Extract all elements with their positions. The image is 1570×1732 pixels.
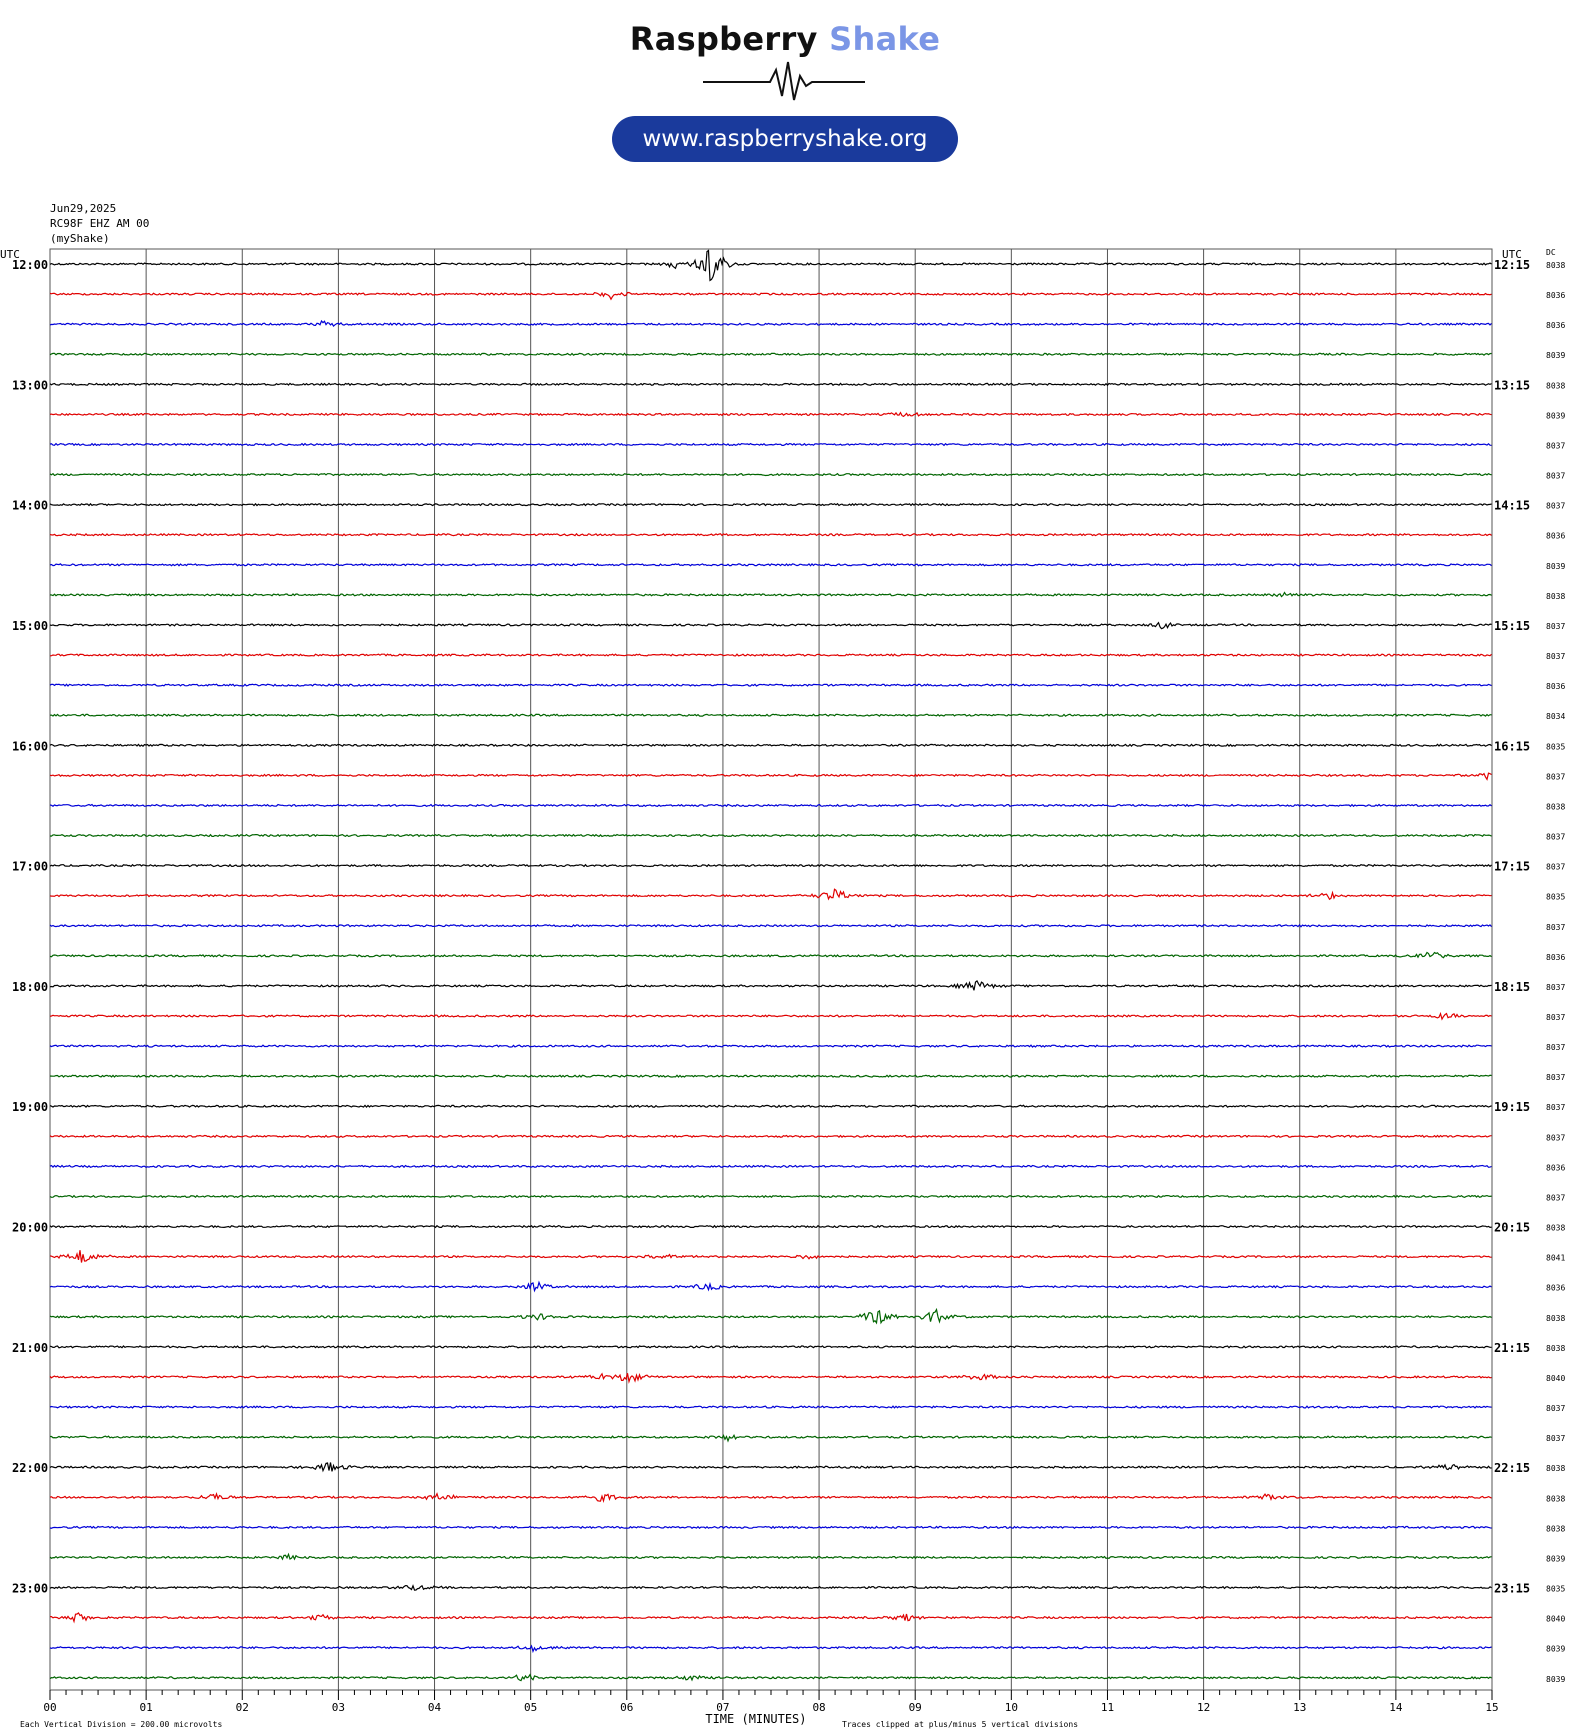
seismogram-trace (50, 925, 1492, 927)
x-tick-label: 11 (1100, 1701, 1115, 1714)
header-date: Jun29,2025 (50, 202, 117, 215)
seismogram-trace (50, 504, 1492, 506)
seismogram-trace (50, 744, 1492, 746)
x-axis-title: TIME (MINUTES) (705, 1712, 807, 1726)
x-tick-label: 00 (43, 1701, 57, 1714)
x-tick-label: 13 (1293, 1701, 1307, 1714)
seismogram-trace (50, 1310, 1492, 1323)
seismogram-trace (50, 1373, 1492, 1381)
dc-offset-label: 8037 (1546, 1103, 1566, 1113)
seismogram-trace (50, 1105, 1492, 1107)
dc-offset-label: 8037 (1546, 922, 1566, 932)
dc-offset-label: 8037 (1546, 441, 1566, 451)
dc-offset-label: 8037 (1546, 652, 1566, 662)
seismogram-trace (50, 1045, 1492, 1047)
seismogram-trace (50, 1075, 1492, 1077)
right-hour-label: 15:15 (1494, 618, 1531, 633)
seismogram-trace (50, 321, 1492, 326)
seismogram-trace (50, 1346, 1492, 1348)
dc-offset-label: 8036 (1546, 321, 1566, 331)
seismogram-trace (50, 1527, 1492, 1529)
dc-offset-label: 8035 (1546, 892, 1566, 902)
left-hour-label: 15:00 (12, 618, 49, 633)
dc-offset-label: 8037 (1546, 1434, 1566, 1444)
seismogram-trace (50, 1226, 1492, 1228)
x-tick-label: 14 (1389, 1701, 1403, 1714)
seismogram-trace (50, 684, 1492, 686)
seismogram-trace (50, 835, 1492, 837)
seismogram-trace (50, 773, 1492, 779)
seismogram-trace (50, 1250, 1492, 1262)
dc-offset-label: 8035 (1546, 742, 1566, 752)
seismogram-trace (50, 953, 1492, 958)
seismogram-trace (50, 1463, 1492, 1472)
seismogram-trace (50, 474, 1492, 476)
seismogram-trace (50, 889, 1492, 899)
seismogram-trace (50, 413, 1492, 417)
dc-offset-label: 8034 (1546, 712, 1566, 722)
x-tick-label: 05 (524, 1701, 538, 1714)
left-hour-label: 19:00 (12, 1100, 49, 1115)
dc-offset-label: 8038 (1546, 1494, 1566, 1504)
seismogram-trace (50, 623, 1492, 629)
left-hour-label: 17:00 (12, 859, 49, 874)
seismogram-trace (50, 1166, 1492, 1168)
left-hour-label: 13:00 (12, 378, 49, 393)
left-hour-label: 16:00 (12, 739, 49, 754)
header-station: RC98F EHZ AM 00 (50, 217, 150, 230)
seismogram-trace (50, 1135, 1492, 1137)
right-hour-label: 21:15 (1494, 1340, 1531, 1355)
footer-clip-note: Traces clipped at plus/minus 5 vertical divisions (842, 1720, 1079, 1729)
dc-offset-label: 8038 (1546, 1464, 1566, 1474)
dc-offset-label: 8036 (1546, 952, 1566, 962)
dc-offset-label: 8037 (1546, 982, 1566, 992)
dc-offset-label: 8037 (1546, 772, 1566, 782)
dc-offset-label: 8037 (1546, 471, 1566, 481)
dc-offset-label: 8037 (1546, 501, 1566, 511)
seismogram-trace (50, 1406, 1492, 1408)
dc-offset-label: 8037 (1546, 621, 1566, 631)
dc-offset-label: 8036 (1546, 1163, 1566, 1173)
right-axis-title: UTC (1502, 248, 1522, 261)
dc-offset-label: 8038 (1546, 261, 1566, 270)
dc-offset-label: 8040 (1546, 1614, 1566, 1624)
dc-offset-label: 8039 (1546, 351, 1566, 361)
brand-name-part2: Shake (829, 20, 941, 58)
x-tick-label: 12 (1196, 1701, 1211, 1714)
left-hour-label: 12:00 (12, 258, 49, 272)
right-hour-label: 20:15 (1494, 1220, 1531, 1235)
dc-offset-label: 8038 (1546, 1343, 1566, 1353)
left-hour-label: 18:00 (12, 979, 49, 994)
seismogram-trace (50, 1675, 1492, 1681)
x-tick-label: 03 (331, 1701, 346, 1714)
seismogram-trace (50, 805, 1492, 807)
seismogram-trace (50, 293, 1492, 300)
dc-offset-label: 8036 (1546, 291, 1566, 301)
footer-scale-note: Each Vertical Division = 200.00 microvolts (20, 1720, 223, 1729)
left-hour-label: 20:00 (12, 1220, 49, 1235)
dc-offset-label: 8039 (1546, 411, 1566, 421)
seismogram-trace (50, 714, 1492, 716)
right-hour-label: 17:15 (1494, 859, 1531, 874)
dc-offset-label: 8038 (1546, 1524, 1566, 1534)
right-hour-label: 22:15 (1494, 1461, 1531, 1476)
x-tick-label: 07 (716, 1701, 730, 1714)
dc-offset-label: 8041 (1546, 1253, 1566, 1263)
seismogram-trace (50, 1435, 1492, 1441)
seismogram-trace (50, 1014, 1492, 1020)
dc-offset-label: 8036 (1546, 531, 1566, 541)
x-tick-label: 02 (235, 1701, 249, 1714)
x-tick-label: 01 (139, 1701, 153, 1714)
dc-offset-label: 8036 (1546, 1283, 1566, 1293)
seismogram-trace (50, 654, 1492, 656)
seismogram-trace (50, 353, 1492, 355)
dc-offset-label: 8039 (1546, 1644, 1566, 1654)
x-tick-label: 06 (620, 1701, 634, 1714)
x-tick-label: 15 (1485, 1701, 1499, 1714)
seismogram-trace (50, 1494, 1492, 1501)
x-tick-label: 10 (1004, 1701, 1018, 1714)
x-tick-label: 09 (908, 1701, 922, 1714)
seismogram-trace (50, 1646, 1492, 1651)
seismogram-trace (50, 251, 1492, 281)
left-hour-label: 21:00 (12, 1340, 49, 1355)
x-tick-label: 04 (427, 1701, 442, 1714)
left-axis-title: UTC (0, 248, 20, 261)
plot-frame (50, 249, 1492, 1690)
header-network: (myShake) (50, 232, 110, 245)
dc-offset-label: 8037 (1546, 1193, 1566, 1203)
dc-offset-label: 8037 (1546, 1043, 1566, 1053)
left-hour-label: 14:00 (12, 498, 49, 513)
right-hour-label: 14:15 (1494, 498, 1531, 513)
seismogram-trace (50, 444, 1492, 446)
dc-offset-label: 8040 (1546, 1373, 1566, 1383)
right-hour-label: 19:15 (1494, 1100, 1531, 1115)
right-hour-label: 18:15 (1494, 979, 1531, 994)
seismogram-trace (50, 1282, 1492, 1290)
dc-offset-label: 8038 (1546, 1223, 1566, 1233)
seismogram-trace (50, 1613, 1492, 1621)
dc-offset-label: 8037 (1546, 1073, 1566, 1083)
right-hour-label: 16:15 (1494, 739, 1531, 754)
dc-offset-label: 8038 (1546, 1313, 1566, 1323)
seismogram-trace (50, 383, 1492, 385)
left-hour-label: 22:00 (12, 1461, 49, 1476)
dc-title: DC (1546, 248, 1556, 257)
seismogram-trace (50, 564, 1492, 566)
dc-offset-label: 8039 (1546, 1674, 1566, 1684)
seismogram-trace (50, 593, 1492, 597)
right-hour-label: 23:15 (1494, 1581, 1531, 1596)
seismogram-trace (50, 534, 1492, 536)
dc-offset-label: 8037 (1546, 832, 1566, 842)
dc-offset-label: 8037 (1546, 1013, 1566, 1022)
dc-offset-label: 8035 (1546, 1584, 1566, 1594)
dc-offset-label: 8038 (1546, 591, 1566, 601)
seismogram-trace (50, 1196, 1492, 1198)
dc-offset-label: 8036 (1546, 682, 1566, 692)
seismogram-trace (50, 865, 1492, 867)
seismogram-trace (50, 1554, 1492, 1559)
dc-offset-label: 8037 (1546, 1133, 1566, 1143)
x-tick-label: 08 (812, 1701, 826, 1714)
dc-offset-label: 8039 (1546, 1554, 1566, 1564)
right-hour-label: 12:15 (1494, 258, 1531, 272)
right-hour-label: 13:15 (1494, 378, 1531, 393)
website-link[interactable]: www.raspberryshake.org (612, 116, 958, 162)
dc-offset-label: 8038 (1546, 802, 1566, 812)
seismogram-trace (50, 981, 1492, 990)
left-hour-label: 23:00 (12, 1581, 49, 1596)
brand-name-part1: Raspberry (629, 20, 818, 58)
dc-offset-label: 8039 (1546, 561, 1566, 571)
dc-offset-label: 8038 (1546, 381, 1566, 391)
seismogram-trace (50, 1586, 1492, 1591)
dc-offset-label: 8037 (1546, 1404, 1566, 1414)
dc-offset-label: 8037 (1546, 862, 1566, 872)
